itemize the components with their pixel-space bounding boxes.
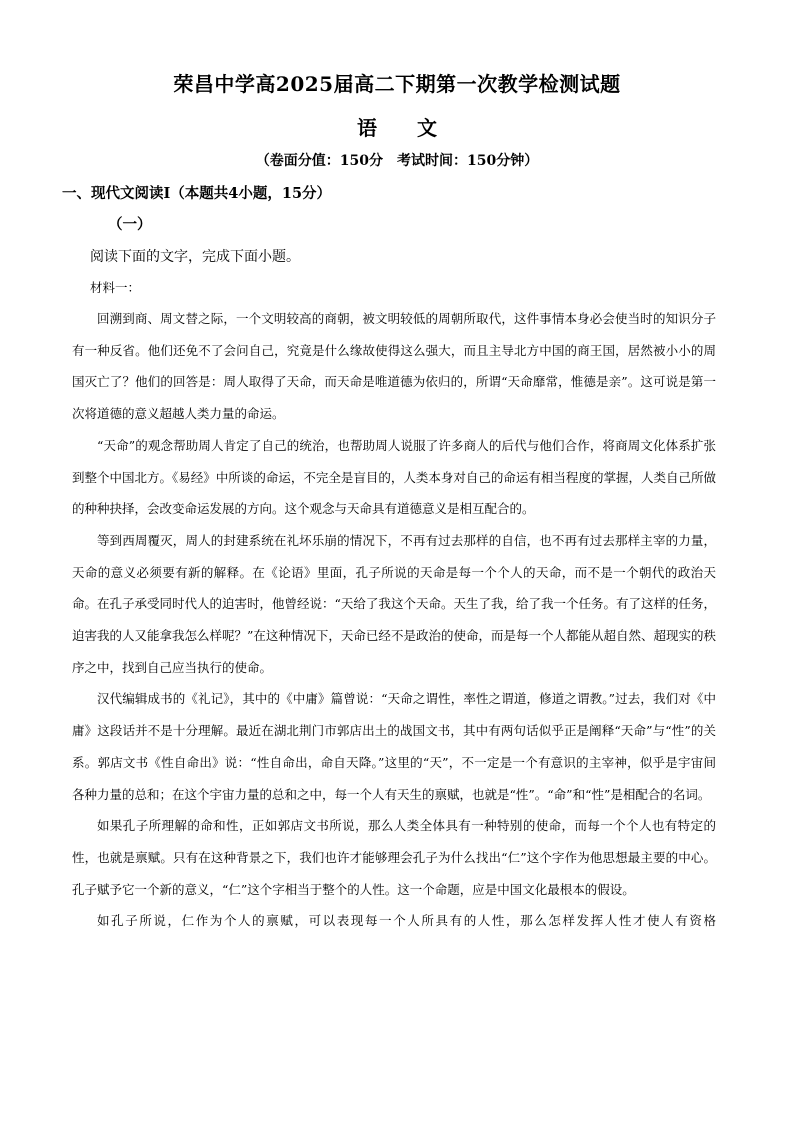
exam-title: 荣昌中学高2025届高二下期第一次教学检测试题: [173, 72, 621, 96]
passage-body: [72, 303, 716, 937]
material-label: 材料一：: [90, 280, 141, 295]
exam-info: （卷面分值：150分 考试时间：150分钟）: [255, 153, 539, 169]
passage-paragraph: 等到西周覆灭，周人的封建系统在礼坏乐崩的情况下，不再有过去那样的自信，也不再有过去那样主宰的力量，天命的意义必须要有新的解释。在《论语》里面，孔子所说的天命是每一个个人的天命，而不是一个朝代的政治天命。在孔子承受同时代人的迫害时，他曾经说：“天给了我这个天命。天生了我，给了我一个任务。有了这样的任务，迫害我的人又能拿我怎么样呢？”在这种情况下，天命已经不是政治的使命，而是每一个人都能从超自然、超现实的秩序之中，找到自己应当执行的使命。: [72, 532, 716, 675]
subject-title: 语 文: [357, 116, 437, 140]
section-heading: 一、现代文阅读Ⅰ（本题共4小题，15分）: [62, 185, 332, 202]
passage-paragraph: 回溯到商、周文替之际，一个文明较高的商朝，被文明较低的周朝所取代，这件事情本身必会使当时的知识分子有一种反省。他们还免不了会问自己，究竟是什么缘故使得这么强大，而且主导北方中国的商王国，居然被小小的周国灭亡了？他们的回答是：周人取得了天命，而天命是唯道德为依归的，所谓“天命靡常，惟德是亲”。这可说是第一次将道德的意义超越人类力量的命运。: [72, 311, 716, 422]
passage-paragraph: 如果孔子所理解的命和性，正如郭店文书所说，那么人类全体具有一种特别的使命，而每一个个人也有特定的性，也就是禀赋。只有在这种背景之下，我们也许才能够理会孔子为什么找出“仁”这个字作为他思想最主要的中心。孔子赋予它一个新的意义，“仁”这个字相当于整个的人性。这一个命题，应是中国文化最根本的假设。: [72, 818, 716, 897]
sub-heading: （一）: [108, 216, 152, 233]
reading-instruction: 阅读下面的文字，完成下面小题。: [90, 249, 300, 265]
passage-paragraph: 汉代编辑成书的《礼记》，其中的《中庸》篇曾说：“天命之谓性，率性之谓道，修道之谓教。”过去，我们对《中庸》这段话并不是十分理解。最近在湖北荆门市郭店出土的战国文书，其中有两句话似乎正是阐释“天命”与“性”的关系。郭店文书《性自命出》说：“性自命出，命自天降。”这里的“天”，不一定是一个有意识的主宰神，似乎是宇宙间各种力量的总和；在这个宇宙力量的总和之中，每一个人有天生的禀赋，也就是“性”。“命”和“性”是相配合的名词。: [72, 691, 716, 802]
passage-paragraph: “天命”的观念帮助周人肯定了自己的统治，也帮助周人说服了许多商人的后代与他们合作，将商周文化体系扩张到整个中国北方。《易经》中所谈的命运，不完全是盲目的，人类本身对自己的命运有相当程度的掌握，人类自己所做的种种抉择，会改变命运发展的方向。这个观念与天命具有道德意义是相互配合的。: [72, 437, 716, 517]
passage-paragraph: 如孔子所说，仁作为个人的禀赋，可以表现每一个人所具有的人性，那么怎样发挥人性才使人有资格: [97, 913, 716, 929]
